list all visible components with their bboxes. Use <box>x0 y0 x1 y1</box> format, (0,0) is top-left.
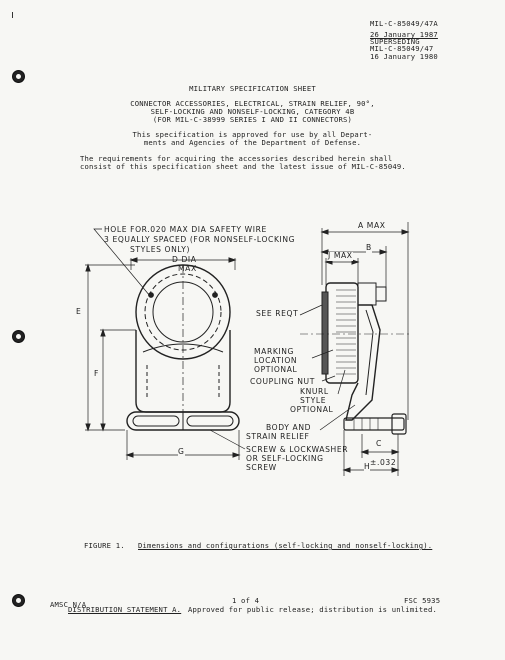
hole-callout-line-3: STYLES ONLY) <box>130 245 191 254</box>
coupling-nut-label: COUPLING NUT <box>250 377 315 386</box>
amsc-note: AMSC N/A <box>50 600 87 609</box>
body-label-1: BODY AND <box>266 423 312 432</box>
distribution-text: Approved for public release; distribution is unlimited. <box>188 605 437 614</box>
safety-wire-hole <box>213 293 218 298</box>
dim-d-max-label: MAX <box>178 264 197 273</box>
hole-callout-line-2: 3 EQUALLY SPACED (FOR NONSELF-LOCKING <box>104 235 296 244</box>
page-number: 1 of 4 <box>232 596 260 605</box>
dim-j-label: J MAX <box>328 251 353 260</box>
see-reqt-label: SEE REQT <box>256 309 299 318</box>
dim-h-label: H <box>364 462 371 471</box>
marking-label-2: LOCATION <box>254 356 298 365</box>
marking-label-1: MARKING <box>254 347 295 356</box>
superseded-date: 16 January 1980 <box>370 52 438 61</box>
requirements-line-2: consist of this specification sheet and the latest issue of MIL-C-85049. <box>80 162 406 171</box>
dim-g-label: G <box>178 447 185 456</box>
hole-callout-line-1: HOLE FOR.020 MAX DIA SAFETY WIRE <box>104 225 267 234</box>
dim-d-label: D DIA <box>172 255 197 264</box>
requirements-line-1: The requirements for acquiring the accessories described herein shall <box>80 154 393 163</box>
approval-line-1: This specification is approved for use by all Depart- <box>132 130 373 139</box>
subject-line-2: SELF-LOCKING AND NONSELF-LOCKING, CATEGORY 4B <box>150 107 355 116</box>
fsc-code: FSC 5935 <box>404 596 441 605</box>
dim-c-label: C <box>376 439 382 448</box>
knurl-label-3: OPTIONAL <box>290 405 334 414</box>
front-outer-ring <box>136 265 230 359</box>
spec-date: 26 January 1987 <box>370 30 438 39</box>
sheet-title: MILITARY SPECIFICATION SHEET <box>189 84 316 93</box>
side-body <box>346 305 380 420</box>
distribution-label: DISTRIBUTION STATEMENT A. <box>68 605 182 614</box>
dim-b-label: B <box>366 243 372 252</box>
dim-e-label: E <box>76 307 82 316</box>
tolerance-label: ±.032 <box>370 458 397 467</box>
subject-line-3: (FOR MIL-C-38999 SERIES I AND II CONNECTORS) <box>152 115 353 124</box>
figure-caption-text: Dimensions and configurations (self-locking and nonself-locking). <box>138 541 433 550</box>
dim-a-label: A MAX <box>358 221 386 230</box>
spec-number: MIL-C-85049/47A <box>370 19 438 28</box>
approval-line-2: ments and Agencies of the Department of Defense. <box>143 138 362 147</box>
knurl-label-1: KNURL <box>300 387 329 396</box>
superseding-label: SUPERSEDING <box>370 37 420 46</box>
subject-line-1: CONNECTOR ACCESSORIES, ELECTRICAL, STRAIN RELIEF, 90°, <box>130 99 375 108</box>
figure-caption-label: FIGURE 1. <box>84 541 125 550</box>
screw-label-3: SCREW <box>246 463 277 472</box>
knurl-label-2: STYLE <box>300 396 327 405</box>
marking-label-3: OPTIONAL <box>254 365 298 374</box>
body-label-2: STRAIN RELIEF <box>246 432 310 441</box>
screw-label-2: OR SELF-LOCKING <box>246 454 324 463</box>
superseded-spec: MIL-C-85049/47 <box>370 44 434 53</box>
screw-label-1: SCREW & LOCKWASHER <box>246 445 349 454</box>
dim-f-label: F <box>94 369 99 378</box>
